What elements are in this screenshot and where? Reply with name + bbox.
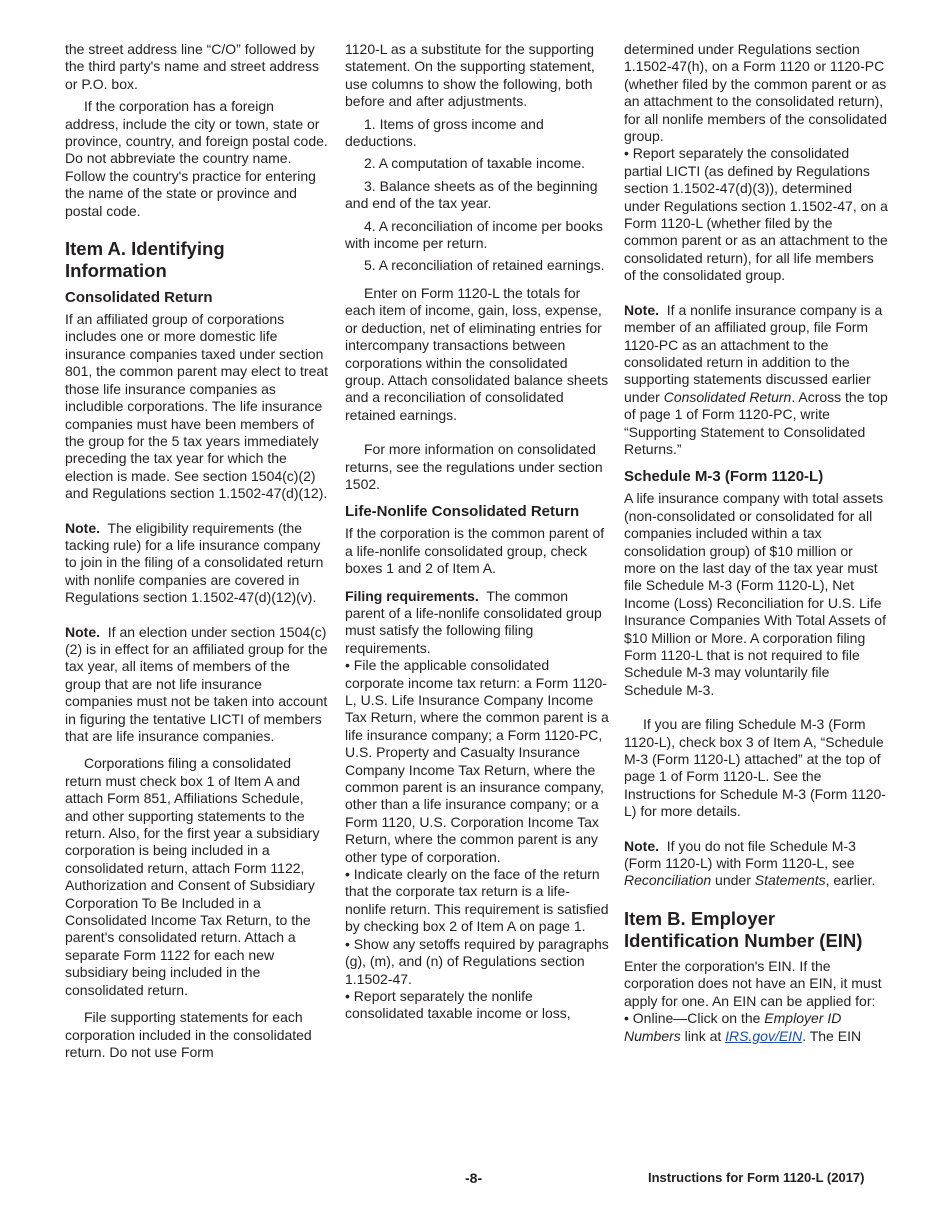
filing-requirements-paragraph — [345, 588, 609, 658]
list-item: 5. A reconciliation of retained earnings. — [364, 257, 605, 274]
bullet-item: • Report separately the consolidated partial LICTI (as defined by Regulations section 1.1502-47(d)(3)), determined under Regulations section 1.1502-47, on a Form 1120-L (whether filed by the common parent or as an attachment to the consolidated return), for all life members of the consolidated group. — [624, 145, 888, 284]
paragraph: A life insurance company with total assets (non-consolidated or consolidated for all companies included within a tax consolidation group) of $10 million or more on the last day of the tax year must file Schedule M-3 (Form 1120-L), Net Income (Loss) Reconciliation for U.S. Life Insurance Companies With Total Assets of $10 Million or More. A corporation filing Form 1120-L that is not required to file Schedule M-3 may voluntarily file Schedule M-3. — [624, 490, 886, 698]
note-text: . Across the top of page 1 of Form 1120-PC, write “Supporting Statement to Consolidated Returns.” — [624, 388, 888, 457]
note-label: Note. — [624, 837, 659, 854]
note-text: under — [711, 872, 755, 889]
footer-title: Instructions for Form 1120-L (2017) — [648, 1170, 865, 1185]
page-number: -8- — [465, 1170, 483, 1186]
paragraph: If the corporation is the common parent of a life-nonlife consolidated group, check boxes 1 and 2 of Item A. — [345, 525, 605, 577]
paragraph: Enter on Form 1120-L the totals for each item of income, gain, loss, expense, or deduction, net of eliminating entries for intercompany transactions between corporations within the consolidated group. Attach consolidated balance sheets and a reconciliation of consolidated retained earnings. — [345, 284, 609, 423]
subheading-life-nonlife: Life-Nonlife Consolidated Return — [345, 503, 580, 521]
list-item: 3. Balance sheets as of the beginning and end of the tax year. — [345, 177, 598, 212]
note-text: , earlier. — [825, 872, 876, 889]
paragraph: Corporations filing a consolidated return must check box 1 of Item A and attach Form 851, Affiliations Schedule, and other supporting statements to the return. Also, for the first year a subsidiary corporation is being included in a consolidated return, attach Form 1122, Authorization and Consent of Subsidiary Corporation To Be Included in a Consolidated Income Tax Return, to the parent's consolidated return. Attach a separate Form 1122 for each new subsidiary being included in the consolidated return. — [65, 755, 320, 998]
bullet-item: • Indicate clearly on the face of the return that the corporate tax return is a life-nonlife return. This requirement is satisfied by checking box 2 of Item A on page 1. — [345, 866, 609, 935]
bullet-item — [624, 1010, 888, 1045]
note-paragraph — [624, 838, 888, 890]
bullet-text: • Online—Click on the — [624, 1010, 765, 1027]
note-text: If you do not file Schedule M-3 (Form 1120-L) with Form 1120-L, see — [624, 837, 856, 872]
bullet-item: • Report separately the nonlife consolidated taxable income or loss, — [345, 987, 571, 1022]
subheading-schedule-m3: Schedule M-3 (Form 1120-L) — [624, 468, 824, 486]
column-2 — [345, 41, 609, 1023]
paragraph: Enter the corporation's EIN. If the corporation does not have an EIN, it must apply for one. An EIN can be applied for: — [624, 957, 882, 1009]
paragraph: If an affiliated group of corporations includes one or more domestic life insurance companies taxed under section 801, the common parent may elect to treat those life insurance companies as includible corporations. The life insurance companies must have been members of the group for the 5 tax years immediately preceding the tax year for which the election is made. See section 1504(c)(2) and Regulations section 1.1502-47(d)(12). — [65, 311, 329, 502]
paragraph: If you are filing Schedule M-3 (Form 1120-L), check box 3 of Item A, “Schedule M-3 (Form 1120-L) attached” at the top of page 1 of Form 1120-L. See the Instructions for Schedule M-3 (Form 1120-L) for more details. — [624, 716, 886, 820]
note-paragraph — [624, 302, 888, 459]
note-paragraph — [65, 624, 329, 746]
note-text: The eligibility requirements (the tacking rule) for a life insurance company to join in the filing of a consolidated return with nonlife companies are covered in Regulations section 1.1502-47(d)(12)(v). — [65, 519, 324, 606]
list-item: 4. A reconciliation of income per books with income per return. — [345, 217, 603, 252]
note-text: If a nonlife insurance company is a member of an affiliated group, file Form 1120-PC as an attachment to the consolidated return in addition to the supporting statements discussed earlier under — [624, 301, 883, 405]
column-1 — [65, 41, 329, 1061]
filing-label: Filing requirements. — [345, 587, 479, 604]
bullet-item: • File the applicable consolidated corporate income tax return: a Form 1120-L, U.S. Life Insurance Company Income Tax Return, where the common parent is a life insurance company; a Form 1120-PC, U.S. Property and Casualty Insurance Company Income Tax Return, where the common parent is an insurance company, other than a life insurance company; or a Form 1120, U.S. Corporation Income Tax Return, where the common parent is any other type of corporation. — [345, 657, 609, 865]
list-item: 2. A computation of taxable income. — [364, 155, 586, 172]
paragraph: 1120-L as a substitute for the supporting statement. On the supporting statement, use columns to show the following, both before and after adjustments. — [345, 41, 595, 110]
note-reference: Statements — [754, 872, 826, 889]
list-item: 1. Items of gross income and deductions. — [345, 115, 544, 150]
column-3 — [624, 41, 888, 1045]
paragraph: For more information on consolidated returns, see the regulations under section 1502. — [345, 441, 603, 492]
paragraph: the street address line “C/O” followed by the third party's name and street address or P.O. box. — [65, 41, 320, 92]
bullet-reference: Employer ID Numbers — [624, 1010, 842, 1044]
paragraph: determined under Regulations section 1.1502-47(h), on a Form 1120 or 1120-PC (whether filed by the common parent or as an attachment to the consolidated return), for all nonlife members of the consolidated group. — [624, 41, 888, 145]
paragraph: If the corporation has a foreign address, include the city or town, state or province, country, and foreign postal code. Do not abbreviate the country name. Follow the country's practice for entering the name of the state or province and postal code. — [65, 98, 328, 219]
irs-ein-link[interactable]: IRS.gov/EIN — [725, 1027, 803, 1044]
note-label: Note. — [65, 519, 100, 536]
paragraph: File supporting statements for each corporation included in the consolidated return. Do not use Form — [65, 1009, 312, 1060]
note-reference: Reconciliation — [624, 872, 712, 889]
note-paragraph — [65, 520, 329, 607]
section-heading-item-a: Item A. Identifying Information — [65, 238, 225, 282]
note-label: Note. — [65, 623, 100, 640]
note-reference: Consolidated Return — [663, 388, 792, 405]
note-label: Note. — [624, 301, 659, 318]
bullet-text: . The EIN — [802, 1027, 862, 1044]
section-heading-item-b: Item B. Employer Identification Number (EIN) — [624, 907, 863, 951]
bullet-item: • Show any setoffs required by paragraphs (g), (m), and (n) of Regulations section 1.1502-47. — [345, 935, 609, 987]
subheading-consolidated-return: Consolidated Return — [65, 289, 213, 307]
filing-text: The common parent of a life-nonlife consolidated group must satisfy the following filing requirements. — [345, 587, 602, 656]
bullet-text: link at — [680, 1027, 726, 1044]
note-text: If an election under section 1504(c)(2) is in effect for an affiliated group for the tax year, all items of members of the group that are not life insurance companies must not be taken into account in figuring the tentative LICTI of members that are life insurance companies. — [65, 623, 328, 744]
